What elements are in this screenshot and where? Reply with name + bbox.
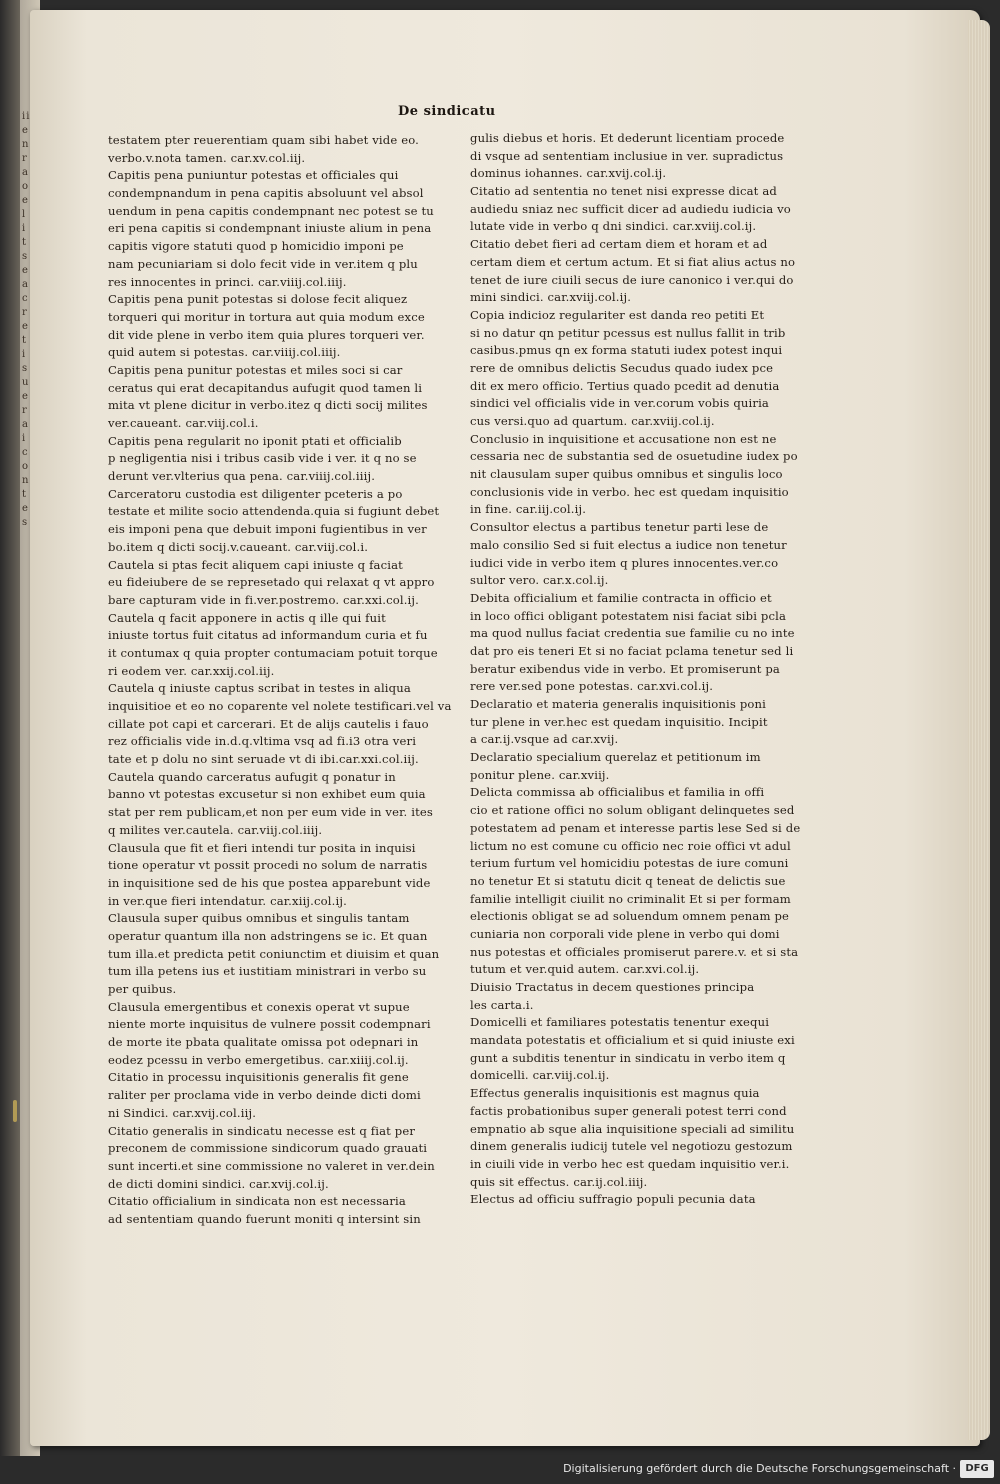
text-line: testate et milite socio attendenda.quia si fugiunt debet [108,504,440,519]
margin-fragment: i [22,223,27,234]
text-line: certam diem et certum actum. Et si fiat alius actus no [470,254,796,269]
left-text-column [108,132,452,1229]
text-line: uendum in pena capitis condempnant nec potest se tu [108,203,434,218]
text-line: rere de omnibus delictis Secudus quado iudex pce [470,360,774,375]
text-line: tur plene in ver.hec est quedam inquisitio. Incipit [470,714,768,729]
text-line: Copia indicioz regulariter est danda reo petiti Et [470,307,765,322]
margin-fragment: ii [22,111,31,122]
text-line: empnatio ab sque alia inquisitione speciali ad similitu [470,1121,795,1136]
text-line: Capitis pena punitur potestas et miles soci si car [108,362,403,377]
text-line: cuniaria non corporali vide plene in verbo qui domi [470,926,780,941]
text-line: audiedu sniaz nec sufficit dicer ad audiedu iudicia vo [470,201,791,216]
text-line: eu fideiubere de se represetado qui relaxat q vt appro [108,575,435,590]
text-line: derunt ver.vlterius qua pena. car.viiij.col.iiij. [108,469,376,484]
text-line: ni Sindici. car.xvij.col.iij. [108,1105,257,1120]
text-line: tum illa.et predicta petit coniunctim et diuisim et quan [108,946,440,961]
margin-fragment: t [22,335,28,346]
text-line: rez officialis vide in.d.q.vltima vsq ad fi.i3 otra veri [108,734,417,749]
text-line: mita vt plene dicitur in verbo.itez q dicti socij milites [108,398,428,413]
text-line: no tenetur Et si statutu dicit q teneat de delictis sue [470,873,786,888]
page-clip-mark [13,1100,17,1122]
text-line: sunt incerti.et sine commissione no valeret in ver.dein [108,1158,435,1173]
margin-fragment: e [22,265,29,276]
previous-page-margin-text [22,110,42,1310]
text-line: Electus ad officiu suffragio populi pecunia data [470,1192,756,1207]
margin-fragment: n [22,475,30,486]
margin-fragment: r [22,307,28,318]
text-line: niente morte inquisitus de vulnere possit codempnari [108,1017,431,1032]
text-line: dat pro eis teneri Et si no faciat pclama tenetur sed li [470,643,794,658]
text-line: dit vide plene in verbo item quia plures torqueri ver. [108,327,425,342]
text-line: de morte ite pbata qualitate omissa pot odepnari in [108,1035,419,1050]
text-line: a car.ij.vsque ad car.xvij. [470,732,619,747]
text-line: Clausula emergentibus et conexis operat vt supue [108,999,410,1014]
text-line: domicelli. car.viij.col.ij. [470,1068,610,1083]
text-line: Declaratio specialium querelaz et petitionum im [470,750,761,765]
text-line: eri pena capitis si condempnant iniuste alium in pena [108,221,432,236]
text-line: in inquisitione sed de his que postea apparebunt vide [108,875,431,890]
text-line: iniuste tortus fuit citatus ad informandum curia et fu [108,628,428,643]
text-line: gunt a subditis tenentur in sindicatu in verbo item q [470,1050,786,1065]
text-line: p negligentia nisi i tribus casib vide i ver. it q no se [108,451,417,466]
text-line: Cautela q facit apponere in actis q ille qui fuit [108,610,386,625]
text-line: Capitis pena punit potestas si dolose fecit aliquez [108,292,408,307]
running-head: De sindicatu [398,104,496,119]
text-line: Capitis pena puniuntur potestas et officiales qui [108,168,399,183]
text-line: Delicta commissa ab officialibus et familia in offi [470,785,765,800]
margin-fragment: e [22,503,29,514]
text-line: banno vt potestas excusetur si non exhibet eum quia [108,787,426,802]
text-line: cus versi.quo ad quartum. car.xviij.col.ij. [470,414,715,428]
margin-fragment: e [22,391,29,402]
text-line: Cautela quando carceratus aufugit q ponatur in [108,769,396,784]
text-line: Consultor electus a partibus tenetur parti lese de [470,520,769,535]
margin-fragment: a [22,419,29,430]
margin-fragment: u [22,377,30,388]
text-line: potestatem ad penam et interesse partis lese Sed si de [470,820,801,835]
text-line: quis sit effectus. car.ij.col.iiij. [470,1174,648,1189]
text-line: electionis obligat se ad soluendum omnem penam pe [470,909,790,924]
text-line: quid autem si potestas. car.viiij.col.iiij. [108,345,341,360]
text-line: sindici vel officialis vide in ver.corum vobis quiria [470,396,769,411]
text-line: di vsque ad sententiam inclusiue in ver. supradictus [470,148,784,163]
margin-fragment: r [22,153,28,164]
text-line: ma quod nullus faciat credentia sue familie cu no inte [470,626,795,641]
text-line: in fine. car.iij.col.ij. [470,502,587,517]
margin-fragment: c [22,447,29,458]
text-line: cio et ratione offici no solum obligant delinquetes sed [470,803,795,818]
margin-fragment: c [22,293,29,304]
text-line: stat per rem publicam,et non per eum vide in ver. ites [108,805,434,820]
margin-fragment: t [22,489,28,500]
text-line: testatem pter reuerentiam quam sibi habet vide eo. [108,133,419,147]
text-line: Cautela si ptas fecit aliquem capi iniuste q faciat [108,557,403,572]
text-line: ver.caueant. car.viij.col.i. [108,416,259,430]
text-line: dinem generalis iudicij tutele vel negotiozu gestozum [470,1139,793,1154]
text-line: familie intelligit ciuilit no criminalit Et si per formam [470,891,791,906]
margin-fragment: o [22,181,30,192]
margin-fragment: i [22,349,27,360]
text-line: beratur exibendus vide in verbo. Et promiserunt pa [470,661,780,676]
margin-fragment: a [22,279,29,290]
text-line: verbo.v.nota tamen. car.xv.col.iij. [108,150,306,165]
text-line: sultor vero. car.x.col.ij. [470,573,609,588]
text-line: tenet de iure ciuili secus de iure canonico i ver.qui do [470,272,794,287]
margin-fragment: i [22,433,27,444]
text-line: Capitis pena regularit no iponit ptati et officialib [108,433,402,448]
text-line: cillate pot capi et carcerari. Et de alijs cautelis i fauo [108,716,429,731]
margin-fragment: t [22,237,28,248]
margin-fragment: s [22,251,29,262]
text-line: ponitur plene. car.xviij. [470,767,610,782]
text-line: cessaria nec de substantia sed de osuetudine iudex po [470,449,798,464]
text-line: les carta.i. [470,997,534,1012]
text-line: Conclusio in inquisitione et accusatione non est ne [470,431,777,446]
dfg-logo: DFG [960,1460,994,1478]
text-line: Clausula que fit et fieri intendi tur posita in inquisi [108,840,416,855]
margin-fragment: e [22,125,29,136]
text-line: dit ex mero officio. Tertius quado pcedit ad denutia [470,378,780,393]
text-line: lictum no est comune cu officio nec roie offici vt adul [470,838,791,853]
text-line: mini sindici. car.xviij.col.ij. [470,290,632,305]
text-line: nam pecuniariam si dolo fecit vide in ver.item q plu [108,256,418,271]
text-line: tione operatur vt possit procedi no solum de narratis [108,858,428,873]
text-line: eodez pcessu in verbo emergetibus. car.xiiij.col.ij. [108,1052,409,1067]
text-line: it contumax q quia propter contumaciam potuit torque [108,645,438,660]
text-line: de dicti domini sindici. car.xvij.col.ij. [108,1176,329,1191]
text-line: factis probationibus super generali potest terri cond [470,1103,787,1118]
text-line: mandata potestatis et officialium et si quid iniuste exi [470,1033,795,1048]
text-line: Citatio debet fieri ad certam diem et horam et ad [470,237,768,252]
text-line: in loco offici obligant potestatem nisi faciat sibi pcla [470,608,787,623]
text-line: preconem de commissione sindicorum quado grauati [108,1141,428,1156]
text-line: raliter per proclama vide in verbo deinde dicti domi [108,1088,421,1103]
text-line: inquisitioe et eo no coparente vel nolete testificari.vel va [108,699,452,713]
margin-fragment: o [22,461,30,472]
text-line: Citatio officialium in sindicata non est necessaria [108,1194,406,1209]
right-text-column [470,130,801,1209]
text-line: Citatio in processu inquisitionis generalis fit gene [108,1070,409,1085]
margin-fragment: s [22,363,29,374]
text-line: lutate vide in verbo q dni sindici. car.xviij.col.ij. [470,219,757,234]
text-line: Citatio ad sententia no tenet nisi expresse dicat ad [470,184,777,199]
margin-fragment: s [22,517,29,528]
margin-fragment: r [22,405,28,416]
page-edges [968,20,990,1440]
text-line: tate et p dolu no sint seruade vt di ibi.car.xxi.col.iij. [108,752,419,767]
text-line: bo.item q dicti socij.v.caueant. car.viij.col.i. [108,539,369,554]
margin-fragment: e [22,321,29,332]
text-line: res innocentes in princi. car.viiij.col.iiij. [108,274,347,289]
text-line: bare capturam vide in fi.ver.postremo. car.xxi.col.ij. [108,592,419,607]
text-line: in ver.que fieri intendatur. car.xiij.col.ij. [108,893,347,908]
text-line: Cautela q iniuste captus scribat in testes in aliqua [108,681,411,696]
text-line: capitis vigore statuti quod p homicidio imponi pe [108,239,404,254]
text-line: torqueri qui moritur in tortura aut quia modum exce [108,309,425,324]
text-line: si no datur qn petitur pcessus est nullus fallit in trib [470,325,786,340]
text-line: nit clausulam super quibus omnibus et singulis loco [470,467,783,482]
text-line: eis imponi pena que debuit imponi fugientibus in ver [108,522,427,537]
text-line: conclusionis vide in verbo. hec est quedam inquisitio [470,484,789,499]
text-line: in ciuili vide in verbo hec est quedam inquisitio ver.i. [470,1156,790,1171]
text-line: Effectus generalis inquisitionis est magnus quia [470,1086,760,1101]
text-line: Citatio generalis in sindicatu necesse est q fiat per [108,1123,416,1138]
text-line: Diuisio Tractatus in decem questiones principa [470,980,755,994]
text-line: casibus.pmus qn ex forma statuti iudex potest inqui [470,343,783,358]
text-line: condempnandum in pena capitis absoluunt vel absol [108,186,424,201]
margin-fragment: e [22,195,29,206]
margin-fragment: l [22,209,27,220]
text-line: q milites ver.cautela. car.viij.col.iiij. [108,822,323,837]
text-line: operatur quantum illa non adstringens se ic. Et quan [108,928,428,943]
text-line: Clausula super quibus omnibus et singulis tantam [108,911,410,926]
text-line: ri eodem ver. car.xxij.col.iij. [108,663,275,678]
text-line: Carceratoru custodia est diligenter pceteris a po [108,486,403,501]
text-line: Debita officialium et familie contracta in officio et [470,590,772,605]
text-line: tum illa petens ius et iustitiam ministrari in verbo su [108,964,427,979]
text-line: terium furtum vel homicidiu potestas de iure comuni [470,856,789,871]
text-line: malo consilio Sed si fuit electus a iudice non tenetur [470,537,787,552]
footer-credit-text: Digitalisierung gefördert durch die Deutsche Forschungsgemeinschaft · [563,1462,956,1475]
text-line: Declaratio et materia generalis inquisitionis poni [470,697,767,711]
text-line: dominus iohannes. car.xvij.col.ij. [470,166,667,181]
margin-fragment: n [22,139,30,150]
text-line: ceratus qui erat decapitandus aufugit quod tamen li [108,380,423,395]
text-line: Domicelli et familiares potestatis tenentur exequi [470,1015,770,1030]
text-line: rere ver.sed pone potestas. car.xvi.col.ij. [470,679,714,694]
margin-fragment: a [22,167,29,178]
text-line: gulis diebus et horis. Et dederunt licentiam procede [470,131,785,145]
book-board-edge [0,0,20,1484]
text-line: tutum et ver.quid autem. car.xvi.col.ij. [470,962,700,977]
text-line: per quibus. [108,982,177,996]
text-line: ad sententiam quando fuerunt moniti q intersint sin [108,1211,421,1226]
text-line: iudici vide in verbo item q plures innocentes.ver.co [470,555,779,570]
text-line: nus potestas et officiales promiserut parere.v. et si sta [470,944,799,959]
